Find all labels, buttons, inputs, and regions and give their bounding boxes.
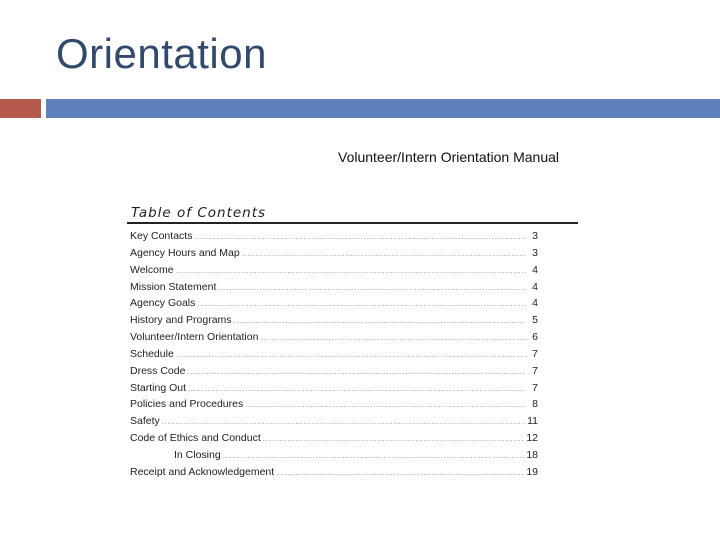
toc-entry-page: 4 bbox=[532, 280, 538, 293]
toc-entry-page: 7 bbox=[532, 347, 538, 360]
toc-entry bbox=[130, 314, 538, 331]
toc-entry-label: Welcome bbox=[130, 263, 174, 276]
toc-dot-leader bbox=[260, 333, 526, 342]
toc-entry bbox=[130, 382, 538, 399]
toc-entry bbox=[130, 432, 538, 449]
toc-dot-leader bbox=[223, 451, 525, 460]
toc-entry bbox=[130, 398, 538, 415]
toc-entry bbox=[130, 466, 538, 483]
toc-entry bbox=[130, 281, 538, 298]
toc-entry-page: 3 bbox=[532, 230, 538, 242]
toc-dot-leader bbox=[194, 232, 526, 241]
toc-entry-page: 4 bbox=[532, 297, 538, 310]
toc-entry bbox=[130, 230, 538, 247]
toc-dot-leader bbox=[187, 367, 526, 376]
toc-list bbox=[130, 230, 538, 483]
toc-title: Table of Contents bbox=[131, 205, 267, 221]
toc-entry-page: 5 bbox=[532, 314, 538, 327]
toc-entry-label: Volunteer/Intern Orientation bbox=[130, 331, 259, 344]
document-heading: Volunteer/Intern Orientation Manual bbox=[338, 149, 560, 165]
toc-entry bbox=[130, 365, 538, 382]
toc-entry-label: Agency Hours and Map bbox=[130, 246, 240, 259]
toc-entry-label: Agency Goals bbox=[130, 297, 196, 310]
toc-entry-page: 8 bbox=[532, 398, 538, 411]
toc-entry-label: Code of Ethics and Conduct bbox=[130, 432, 261, 445]
toc-entry-page: 7 bbox=[532, 381, 538, 394]
accent-bar-left bbox=[0, 99, 41, 118]
toc-dot-leader bbox=[263, 434, 525, 443]
toc-entry-page: 6 bbox=[532, 331, 538, 344]
toc-entry-label: Schedule bbox=[130, 347, 174, 360]
toc-entry-page: 7 bbox=[532, 364, 538, 377]
toc-dot-leader bbox=[218, 283, 526, 292]
toc-entry-page: 18 bbox=[526, 448, 538, 461]
toc-dot-leader bbox=[197, 299, 526, 308]
toc-entry-page: 19 bbox=[526, 465, 538, 478]
slide-title: Orientation bbox=[56, 30, 267, 77]
toc-entry-label: Key Contacts bbox=[130, 230, 193, 242]
toc-entry-label: In Closing bbox=[174, 448, 221, 461]
toc-entry bbox=[130, 247, 538, 264]
toc-entry-page: 11 bbox=[527, 415, 538, 428]
toc-dot-leader bbox=[188, 384, 526, 393]
toc-dot-leader bbox=[162, 417, 525, 426]
toc-dot-leader bbox=[245, 400, 526, 409]
toc-entry bbox=[130, 449, 538, 466]
toc-entry-label: Mission Statement bbox=[130, 280, 217, 293]
toc-dot-leader bbox=[176, 266, 526, 275]
toc-dot-leader bbox=[234, 316, 526, 325]
toc-entry-label: Receipt and Acknowledgement bbox=[130, 465, 275, 478]
toc-entry-label: Starting Out bbox=[130, 381, 187, 394]
accent-bar-right bbox=[46, 99, 720, 118]
toc-entry-page: 12 bbox=[526, 432, 538, 445]
toc-divider bbox=[127, 222, 578, 224]
toc-entry bbox=[130, 264, 538, 281]
toc-entry-label: Dress Code bbox=[130, 364, 186, 377]
toc-entry bbox=[130, 297, 538, 314]
toc-entry-page: 3 bbox=[532, 246, 538, 259]
toc-entry-page: 4 bbox=[532, 263, 538, 276]
toc-entry-label: History and Programs bbox=[130, 314, 232, 327]
toc-dot-leader bbox=[242, 249, 526, 258]
toc-entry bbox=[130, 415, 538, 432]
toc-dot-leader bbox=[176, 350, 526, 359]
toc-entry bbox=[130, 331, 538, 348]
toc-dot-leader bbox=[276, 468, 524, 477]
toc-entry bbox=[130, 348, 538, 365]
toc-entry-label: Safety bbox=[130, 415, 160, 428]
toc-entry-label: Policies and Procedures bbox=[130, 398, 244, 411]
